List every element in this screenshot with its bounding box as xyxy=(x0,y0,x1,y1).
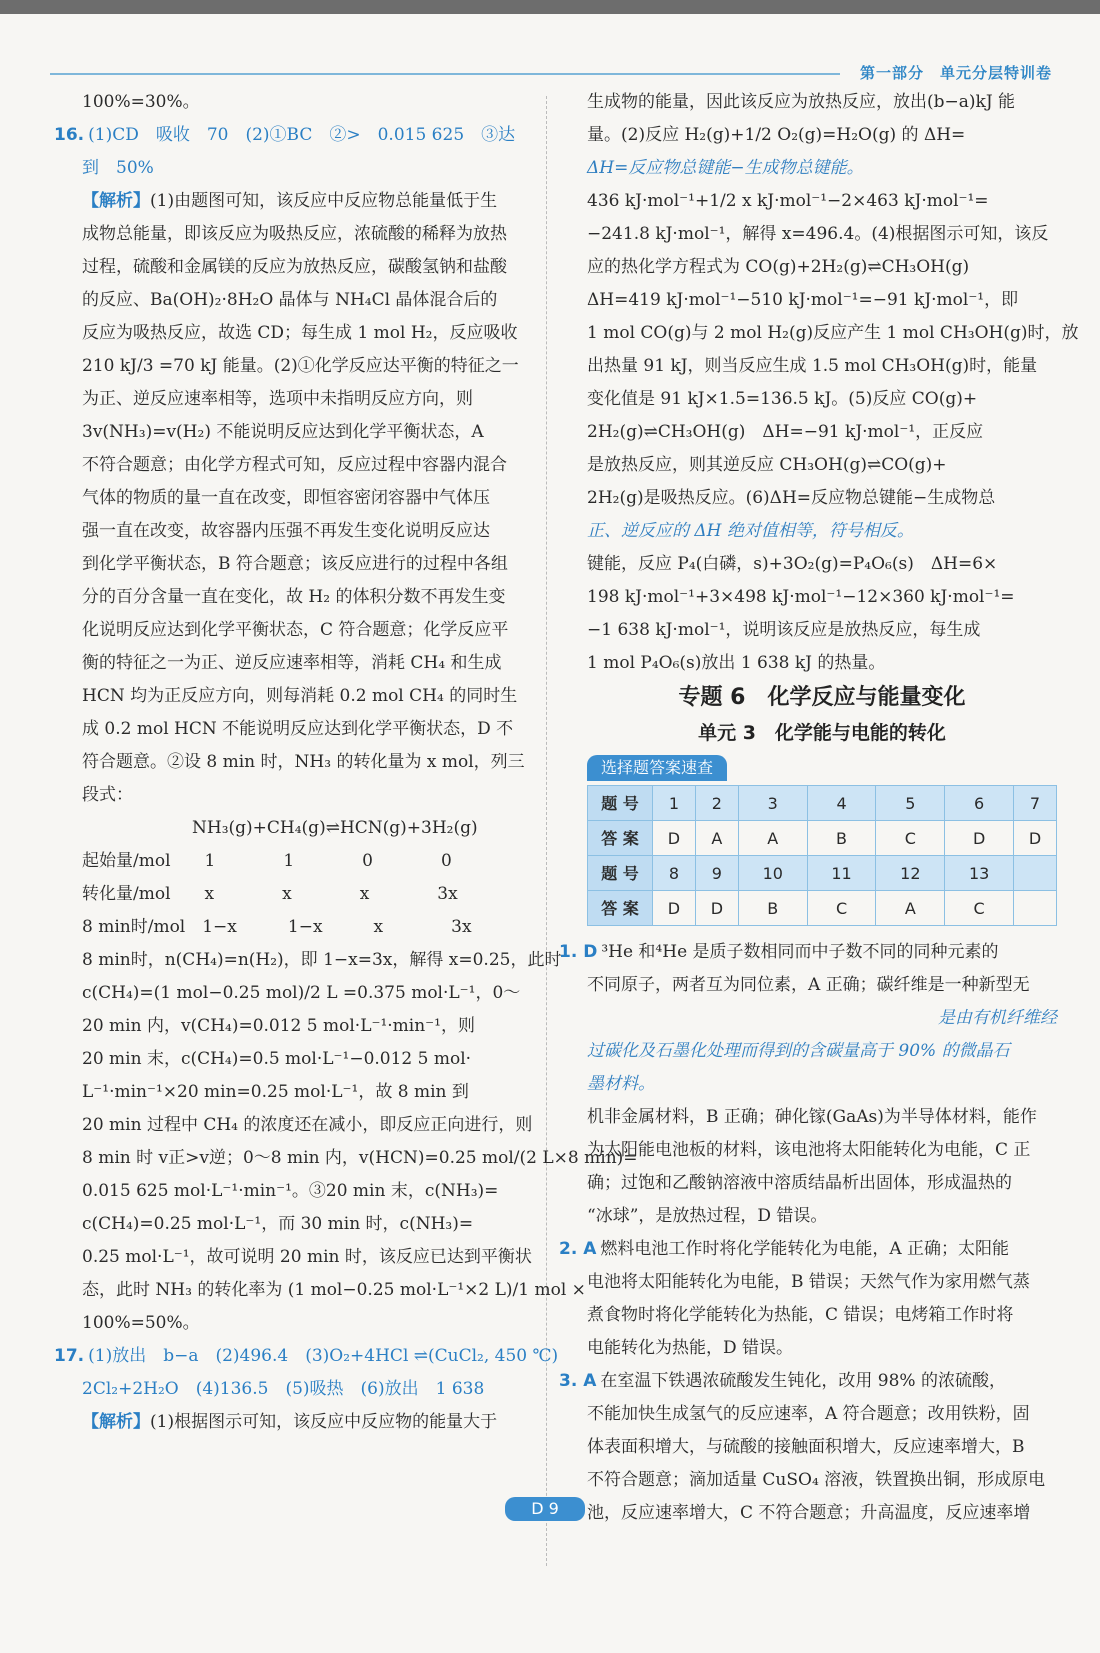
table-cell: 10 xyxy=(738,856,807,891)
text-line: 过程，硫酸和金属镁的反应为放热反应，碳酸氢钠和盐酸 xyxy=(82,257,507,277)
text-line: 的反应、Ba(OH)₂·8H₂O 晶体与 NH₄Cl 晶体混合后的 xyxy=(82,290,498,310)
text-line: 转化量/mol x x x 3x xyxy=(82,884,458,904)
text-line: 符合题意。②设 8 min 时，NH₃ 的转化量为 x mol，列三 xyxy=(82,752,525,772)
text-line: 气体的物质的量一直在改变，即恒容密闭容器中气体压 xyxy=(82,488,490,508)
table-row xyxy=(588,786,1057,821)
text-line: 不能加快生成氢气的反应速率，A 符合题意；改用铁粉，固 xyxy=(587,1404,1030,1424)
text-line: 强一直在改变，故容器内压强不再发生变化说明反应达 xyxy=(82,521,490,541)
equation-line: NH₃(g)+CH₄(g)⇌HCN(g)+3H₂(g) xyxy=(192,818,478,838)
table-header-cell: 答 案 xyxy=(588,891,653,926)
text-line: 100%=30%。 xyxy=(82,92,200,112)
table-cell: A xyxy=(876,891,945,926)
page-number: D 9 xyxy=(505,1497,585,1521)
table-cell: C xyxy=(945,891,1014,926)
text-line: 电池将太阳能转化为电能，B 错误；天然气作为家用燃气蒸 xyxy=(587,1272,1030,1292)
answer-line: 16. (1)CD 吸收 70 (2)①BC ②> 0.015 625 ③达 xyxy=(54,125,516,145)
text-line: 3v(NH₃)=v(H₂) 不能说明反应达到化学平衡状态，A xyxy=(82,422,484,442)
text-line: 段式： xyxy=(82,785,133,805)
table-cell: 13 xyxy=(945,856,1014,891)
text-line: 198 kJ·mol⁻¹+3×498 kJ·mol⁻¹−12×360 kJ·mol⁻¹= xyxy=(587,587,1015,607)
text-line: 1. D ³He 和⁴He 是质子数相同而中子数不同的同种元素的 xyxy=(559,942,999,962)
question-number: 3. A xyxy=(559,1371,597,1391)
table-cell: 9 xyxy=(695,856,738,891)
table-header-cell: 答 案 xyxy=(588,821,653,856)
text-line: 出热量 91 kJ，则当反应生成 1.5 mol CH₃OH(g)时，能量 xyxy=(587,356,1038,376)
table-row xyxy=(588,856,1057,891)
table-cell: D xyxy=(653,891,696,926)
table-cell: C xyxy=(876,821,945,856)
header-text: 第一部分 单元分层特训卷 xyxy=(859,64,1052,82)
text-line: 分的百分含量一直在变化，故 H₂ 的体积分数不再发生变 xyxy=(82,587,506,607)
table-cell: A xyxy=(738,821,807,856)
text-line: c(CH₄)=(1 mol−0.25 mol)/2 L =0.375 mol·L⁻¹，0～ xyxy=(82,983,521,1003)
top-band xyxy=(0,0,1100,14)
table-cell: 8 xyxy=(653,856,696,891)
table-row xyxy=(588,891,1057,926)
table-cell: 12 xyxy=(876,856,945,891)
table-cell xyxy=(1014,856,1057,891)
table-cell: 3 xyxy=(738,786,807,821)
text-line: 20 min 内，v(CH₄)=0.012 5 mol·L⁻¹·min⁻¹，则 xyxy=(82,1016,475,1036)
text-line: “冰球”，是放热过程，D 错误。 xyxy=(587,1206,828,1226)
text-line: 应的热化学方程式为 CO(g)+2H₂(g)⇌CH₃OH(g) xyxy=(587,257,970,277)
answer-table-block xyxy=(587,752,1057,926)
table-cell: 5 xyxy=(876,786,945,821)
text-line: 确；过饱和乙酸钠溶液中溶质结晶析出固体，形成温热的 xyxy=(587,1173,1012,1193)
text-line: 2H₂(g)是吸热反应。(6)ΔH=反应物总键能−生成物总 xyxy=(587,488,996,508)
text-line: 3. A 在室温下铁遇浓硫酸发生钝化，改用 98% 的浓硫酸， xyxy=(559,1371,1006,1391)
text-line: 436 kJ·mol⁻¹+1/2 x kJ·mol⁻¹−2×463 kJ·mol⁻¹= xyxy=(587,191,989,211)
text-line: −241.8 kJ·mol⁻¹，解得 x=496.4。(4)根据图示可知，该反 xyxy=(587,224,1049,244)
handwritten-note: ΔH=反应物总键能−生成物总键能。 xyxy=(587,158,864,178)
question-number: 17. xyxy=(54,1346,85,1366)
text-line: 1 mol P₄O₆(s)放出 1 638 kJ 的热量。 xyxy=(587,653,886,673)
text-line: 20 min 过程中 CH₄ 的浓度还在减小，即反应正向进行，则 xyxy=(82,1115,533,1135)
text-line: 为正、逆反应速率相等，选项中未指明反应方向，则 xyxy=(82,389,473,409)
table-row xyxy=(588,821,1057,856)
table-cell: D xyxy=(653,821,696,856)
table-cell: 7 xyxy=(1014,786,1057,821)
table-cell: 4 xyxy=(807,786,876,821)
text-line: ΔH=419 kJ·mol⁻¹−510 kJ·mol⁻¹=−91 kJ·mol⁻¹，即 xyxy=(587,290,1019,310)
text-line: 2. A 燃料电池工作时将化学能转化为电能，A 正确；太阳能 xyxy=(559,1239,1010,1259)
unit-title: 单元 3 化学能与电能的转化 xyxy=(698,722,946,744)
answer-line: 2Cl₂+2H₂O (4)136.5 (5)吸热 (6)放出 1 638 xyxy=(82,1379,485,1399)
table-header-cell: 题 号 xyxy=(588,786,653,821)
right-column xyxy=(559,86,1079,1530)
text-line: 反应为吸热反应，故选 CD；每生成 1 mol H₂，反应吸收 xyxy=(82,323,518,343)
text-line: 起始量/mol 1 1 0 0 xyxy=(82,851,452,871)
topic-title: 专题 6 化学反应与能量变化 xyxy=(678,685,966,710)
text-line: 0.015 625 mol·L⁻¹·min⁻¹。③20 min 末，c(NH₃)= xyxy=(82,1181,499,1201)
table-cell: 2 xyxy=(695,786,738,821)
text-line: 100%=50%。 xyxy=(82,1313,200,1333)
text-line: HCN 均为正反应方向，则每消耗 0.2 mol CH₄ 的同时生 xyxy=(82,686,518,706)
handwritten-note: 正、逆反应的 ΔH 绝对值相等，符号相反。 xyxy=(587,521,914,541)
question-number: 1. D xyxy=(559,942,598,962)
text-line: 键能，反应 P₄(白磷，s)+3O₂(g)=P₄O₆(s) ΔH=6× xyxy=(587,554,998,574)
answer-line: 到 50% xyxy=(82,158,154,178)
text-line: 为太阳能电池板的材料，该电池将太阳能转化为电能，C 正 xyxy=(587,1140,1031,1160)
table-cell: B xyxy=(807,821,876,856)
answer-line: 17. (1)放出 b−a (2)496.4 (3)O₂+4HCl ⇌(CuCl₂, 450 ℃) xyxy=(54,1346,559,1366)
table-cell: C xyxy=(807,891,876,926)
header-rule xyxy=(50,73,840,75)
text-line: 8 min时/mol 1−x 1−x x 3x xyxy=(82,917,472,937)
text-line: L⁻¹·min⁻¹×20 min=0.25 mol·L⁻¹，故 8 min 到 xyxy=(82,1082,469,1102)
handwritten-note: 过碳化及石墨化处理而得到的含碳量高于 90% 的微晶石 xyxy=(587,1041,1010,1061)
table-cell: D xyxy=(945,821,1014,856)
text-line: 变化值是 91 kJ×1.5=136.5 kJ。(5)反应 CO(g)+ xyxy=(587,389,978,409)
text-line: 8 min时，n(CH₄)=n(H₂)，即 1−x=3x，解得 x=0.25，此时 xyxy=(82,950,562,970)
table-cell: 1 xyxy=(653,786,696,821)
handwritten-note: 是由有机纤维经 xyxy=(938,1008,1057,1028)
text-line: 机非金属材料，B 正确；砷化镓(GaAs)为半导体材料，能作 xyxy=(587,1107,1037,1127)
text-line: 成 0.2 mol HCN 不能说明反应达到化学平衡状态，D 不 xyxy=(82,719,514,739)
table-cell: 6 xyxy=(945,786,1014,821)
text-line: 不同原子，两者互为同位素，A 正确；碳纤维是一种新型无 xyxy=(587,975,1030,995)
text-line: 态，此时 NH₃ 的转化率为 (1 mol−0.25 mol·L⁻¹×2 L)/1 mol × xyxy=(82,1280,586,1300)
text-line: 量。(2)反应 H₂(g)+1/2 O₂(g)=H₂O(g) 的 ΔH= xyxy=(587,125,966,145)
text-line: 煮食物时将化学能转化为热能，C 错误；电烤箱工作时将 xyxy=(587,1305,1014,1325)
table-cell: D xyxy=(695,891,738,926)
text-line: 不符合题意；滴加适量 CuSO₄ 溶液，铁置换出铜，形成原电 xyxy=(587,1470,1046,1490)
question-number: 16. xyxy=(54,125,85,145)
text-line: 生成物的能量，因此该反应为放热反应，放出(b−a)kJ 能 xyxy=(587,92,1016,112)
quick-check-label: 选择题答案速查 xyxy=(587,755,727,781)
table-header-cell: 题 号 xyxy=(588,856,653,891)
analysis-tag: 【解析】 xyxy=(82,191,150,211)
text-line: 20 min 末，c(CH₄)=0.5 mol·L⁻¹−0.012 5 mol· xyxy=(82,1049,472,1069)
analysis-tag: 【解析】 xyxy=(82,1412,150,1432)
text-line: 成物总能量，即该反应为吸热反应，浓硫酸的稀释为放热 xyxy=(82,224,507,244)
handwritten-note: 墨材料。 xyxy=(587,1074,655,1094)
text-line: 2H₂(g)⇌CH₃OH(g) ΔH=−91 kJ·mol⁻¹，正反应 xyxy=(587,422,984,442)
table-cell xyxy=(1014,891,1057,926)
text-line: 化说明反应达到化学平衡状态，C 符合题意；化学反应平 xyxy=(82,620,509,640)
text-line: 池，反应速率增大，C 不符合题意；升高温度，反应速率增 xyxy=(587,1503,1031,1523)
text-line: 不符合题意；由化学方程式可知，反应过程中容器内混合 xyxy=(82,455,507,475)
text-line: 210 kJ/3 =70 kJ 能量。(2)①化学反应达平衡的特征之一 xyxy=(82,356,519,376)
table-cell: 11 xyxy=(807,856,876,891)
text-line: 【解析】(1)由题图可知，该反应中反应物总能量低于生 xyxy=(82,191,498,211)
text-line: 电能转化为热能，D 错误。 xyxy=(587,1338,794,1358)
table-cell: D xyxy=(1014,821,1057,856)
text-line: 到化学平衡状态，B 符合题意；该反应进行的过程中各组 xyxy=(82,554,508,574)
text-line: 【解析】(1)根据图示可知，该反应中反应物的能量大于 xyxy=(82,1412,498,1432)
text-line: c(CH₄)=0.25 mol·L⁻¹，而 30 min 时，c(NH₃)= xyxy=(82,1214,474,1234)
table-cell: A xyxy=(695,821,738,856)
text-line: −1 638 kJ·mol⁻¹，说明该反应是放热反应，每生成 xyxy=(587,620,981,640)
question-number: 2. A xyxy=(559,1239,597,1259)
text-line: 0.25 mol·L⁻¹，故可说明 20 min 时，该反应已达到平衡状 xyxy=(82,1247,532,1267)
text-line: 衡的特征之一为正、逆反应速率相等，消耗 CH₄ 和生成 xyxy=(82,653,502,673)
table-cell: B xyxy=(738,891,807,926)
text-line: 是放热反应，则其逆反应 CH₃OH(g)⇌CO(g)+ xyxy=(587,455,947,475)
text-line: 体表面积增大，与硫酸的接触面积增大，反应速率增大，B xyxy=(587,1437,1025,1457)
text-line: 1 mol CO(g)与 2 mol H₂(g)反应产生 1 mol CH₃OH(g)时，放 xyxy=(587,323,1079,343)
answer-table xyxy=(587,785,1057,926)
text-line: 8 min 时 v正>v逆；0～8 min 内，v(HCN)=0.25 mol/(2 L×8 min)= xyxy=(82,1148,638,1168)
